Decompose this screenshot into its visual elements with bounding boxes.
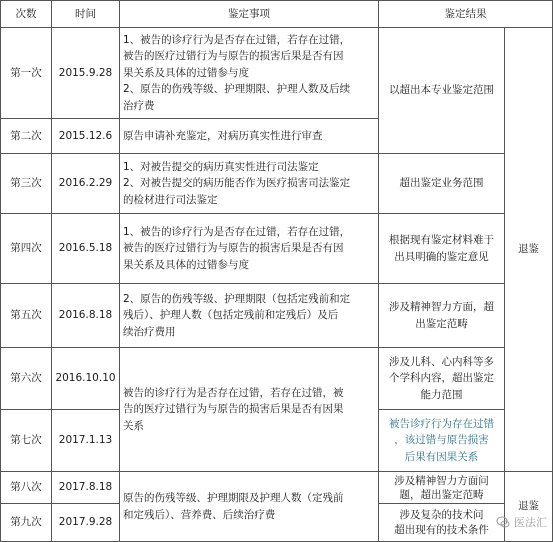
watermark-text: 医法汇 xyxy=(514,516,547,529)
result-3: 超出鉴定业务范围 xyxy=(379,154,505,214)
header-result: 鉴定结果 xyxy=(379,1,553,28)
result-6 xyxy=(379,348,505,410)
header-count: 次数 xyxy=(1,1,52,28)
header-date: 时间 xyxy=(52,1,120,28)
matter-67-line3: 关系 xyxy=(123,419,144,432)
status-withdraw-bottom: 退鉴 xyxy=(505,472,553,542)
row-num-7: 第七次 xyxy=(1,410,52,472)
matter-4-line1: 1、被告的诊疗行为是否存在过错，若存在过错， xyxy=(123,225,351,238)
result-4 xyxy=(379,214,505,284)
row-date-4: 2016.5.18 xyxy=(52,214,120,284)
matter-1 xyxy=(120,28,379,119)
row-date-1: 2015.9.28 xyxy=(52,28,120,119)
matter-2: 原告申请补充鉴定，对病历真实性进行审查 xyxy=(120,119,379,154)
matter-5-line2: 残后）、护理人数（包括定残前和定残后）及后 xyxy=(123,309,339,322)
matter-5-line3: 续治疗费用 xyxy=(123,325,176,338)
matter-1-line1: 1、被告的诊疗行为是否存在过错，若存在过错， xyxy=(123,33,351,46)
row-date-8: 2017.8.18 xyxy=(52,472,120,504)
row-date-9: 2017.9.28 xyxy=(52,504,120,542)
row-num-4: 第四次 xyxy=(1,214,52,284)
matter-3-line2: 2、对被告提交的病历能否作为医疗损害司法鉴定 xyxy=(123,177,351,190)
result-7-line3: 后果有因果关系 xyxy=(404,450,479,463)
result-4-line2: 出具明确的鉴定意见 xyxy=(394,250,489,263)
watermark xyxy=(496,514,547,530)
row-num-3: 第三次 xyxy=(1,154,52,214)
result-7 xyxy=(379,410,505,472)
matter-89-line2: 和定残后）、营养费、后续治疗费 xyxy=(123,508,276,521)
matter-3 xyxy=(120,154,379,214)
matter-4 xyxy=(120,214,379,284)
result-5-line2: 出鉴定范畴 xyxy=(415,317,468,330)
result-8-line2: 题，超出鉴定范畴 xyxy=(399,488,484,501)
result-9 xyxy=(379,504,505,542)
matter-3-line1: 1、对被告提交的病历真实性进行司法鉴定 xyxy=(123,160,319,173)
wechat-icon xyxy=(496,515,510,529)
row-num-5: 第五次 xyxy=(1,284,52,348)
matter-6-7 xyxy=(120,348,379,472)
row-num-8: 第八次 xyxy=(1,472,52,504)
matter-5 xyxy=(120,284,379,348)
matter-1-line4: 2、原告的伤残等级、护理期限、护理人数及后续 xyxy=(123,83,351,96)
row-date-5: 2016.8.18 xyxy=(52,284,120,348)
matter-89-line1: 原告的伤残等级、护理期限及护理人数（定残前 xyxy=(123,492,344,504)
matter-4-line3: 果关系及具体的过错参与度 xyxy=(123,258,249,271)
status-withdraw-top: 退鉴 xyxy=(505,28,553,472)
header-matter: 鉴定事项 xyxy=(120,1,379,28)
matter-3-line3: 的检材进行司法鉴定 xyxy=(123,193,218,206)
matter-8-9 xyxy=(120,472,379,542)
result-8 xyxy=(379,472,505,504)
matter-67-line1: 被告的诊疗行为是否存在过错，若存在过错，被 xyxy=(123,386,344,399)
matter-1-line2: 被告的医疗过错行为与原告的损害后果是否有因 xyxy=(123,50,344,63)
result-7-line2: ，该过错与原告损害 xyxy=(394,434,489,447)
result-8-line1: 涉及精神智力方面问 xyxy=(394,474,489,487)
matter-4-line2: 被告的医疗过错行为与原告的损害后果是否有因 xyxy=(123,242,344,255)
matter-67-line2: 告的医疗过错行为与原告的损害后果是否有因果 xyxy=(123,403,344,416)
row-date-7: 2017.1.13 xyxy=(52,410,120,472)
result-5-line1: 涉及精神智力方面，超 xyxy=(389,301,494,313)
row-num-2: 第二次 xyxy=(1,119,52,154)
matter-1-line3: 果关系及具体的过错参与度 xyxy=(123,66,249,79)
result-6-line1: 涉及儿科、心内科等多 xyxy=(389,355,494,368)
matter-5-line1: 2、原告的伤残等级、护理期限（包括定残前和定 xyxy=(123,292,351,305)
result-7-line1: 被告诊疗行为存在过错 xyxy=(389,417,494,430)
result-9-line2: 超出现有的技术条件 xyxy=(394,523,489,536)
row-date-6: 2016.10.10 xyxy=(52,348,120,410)
result-6-line3: 能力范围 xyxy=(420,388,463,401)
result-5 xyxy=(379,284,505,348)
result-4-line1: 根据现有鉴定材料难于 xyxy=(389,234,494,246)
result-1-2: 以超出本专业鉴定范围 xyxy=(379,28,505,154)
row-date-3: 2016.2.29 xyxy=(52,154,120,214)
row-num-9: 第九次 xyxy=(1,504,52,542)
result-9-line1: 涉及复杂的技术问 xyxy=(399,508,484,521)
row-date-2: 2015.12.6 xyxy=(52,119,120,154)
matter-1-line5: 治疗费 xyxy=(123,99,155,112)
row-num-6: 第六次 xyxy=(1,348,52,410)
row-num-1: 第一次 xyxy=(1,28,52,119)
result-6-line2: 个学科内容，超出鉴定 xyxy=(389,372,494,385)
